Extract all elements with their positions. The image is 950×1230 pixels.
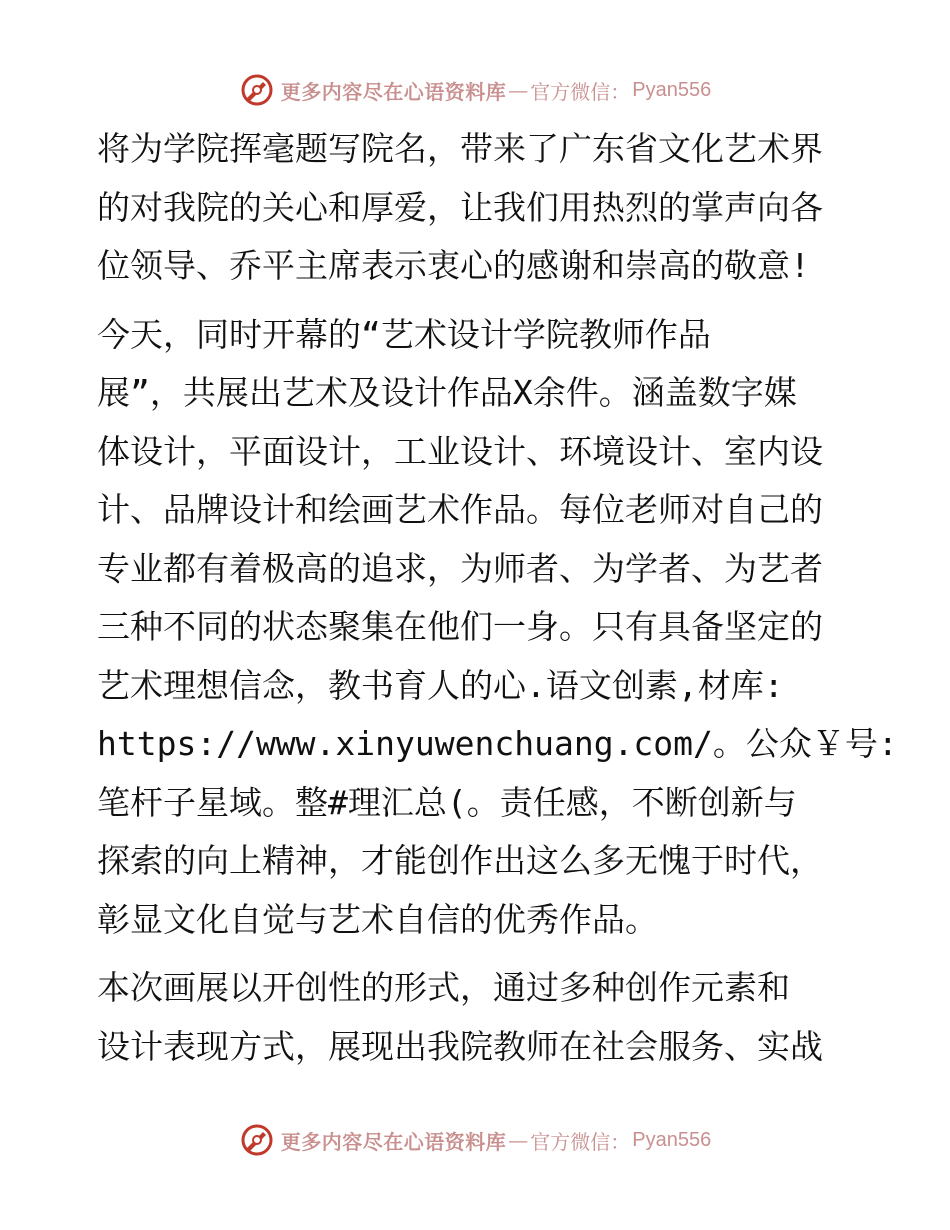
text-line: 今天，同时开幕的“艺术设计学院教师作品 bbox=[97, 314, 711, 354]
text-line: 探索的向上精神，才能创作出这么多无愧于时代， bbox=[97, 841, 823, 880]
text-line: 将为学院挥毫题写院名，带来了广东省文化艺术界 bbox=[97, 129, 823, 168]
text-line: 体设计，平面设计，工业设计、环境设计、室内设 bbox=[97, 431, 823, 471]
text-line: 笔杆子星域。整#理汇总(。责任感，不断创新与 bbox=[97, 782, 797, 822]
paragraph-3 bbox=[97, 959, 857, 1076]
paragraph-1 bbox=[97, 120, 857, 296]
footer-wechat-label: 官方微信： bbox=[530, 1129, 631, 1154]
text-line: 计、品牌设计和绘画艺术作品。每位老师对自己的 bbox=[97, 490, 823, 529]
footer-banner-text: 更多内容尽在心语资料库 bbox=[280, 1129, 507, 1154]
header-wechat-id: Pyan556 bbox=[632, 78, 712, 101]
header-banner bbox=[0, 70, 950, 110]
pen-logo-icon bbox=[239, 72, 275, 108]
footer-separator: — bbox=[508, 1128, 529, 1152]
text-line: https://www.xinyuwenchuang.com/。公众￥号: bbox=[97, 724, 898, 763]
header-banner-text: 更多内容尽在心语资料库 bbox=[280, 79, 507, 104]
text-line: 本次画展以开创性的形式，通过多种创作元素和 bbox=[97, 968, 790, 1007]
footer-wechat-id: Pyan556 bbox=[632, 1128, 712, 1151]
text-line: 展”，共展出艺术及设计作品X余件。涵盖数字媒 bbox=[97, 373, 797, 412]
paragraph-2 bbox=[97, 306, 898, 950]
text-line: 彰显文化自觉与艺术自信的优秀作品。 bbox=[97, 899, 658, 939]
text-line: 位领导、乔平主席表示衷心的感谢和崇高的敬意! bbox=[97, 246, 810, 285]
pen-logo-icon bbox=[239, 1122, 275, 1158]
text-line: 艺术理想信念，教书育人的心.语文创素,材库: bbox=[97, 665, 784, 705]
text-line: 的对我院的关心和厚爱，让我们用热烈的掌声向各 bbox=[97, 187, 823, 227]
header-wechat-label: 官方微信： bbox=[530, 79, 631, 104]
text-line: 三种不同的状态聚集在他们一身。只有具备坚定的 bbox=[97, 607, 823, 646]
document-body bbox=[97, 120, 898, 1076]
header-separator: — bbox=[508, 78, 529, 102]
text-line: 专业都有着极高的追求，为师者、为学者、为艺者 bbox=[97, 548, 823, 588]
text-line: 设计表现方式，展现出我院教师在社会服务、实战 bbox=[97, 1026, 823, 1066]
footer-banner bbox=[0, 1120, 950, 1160]
